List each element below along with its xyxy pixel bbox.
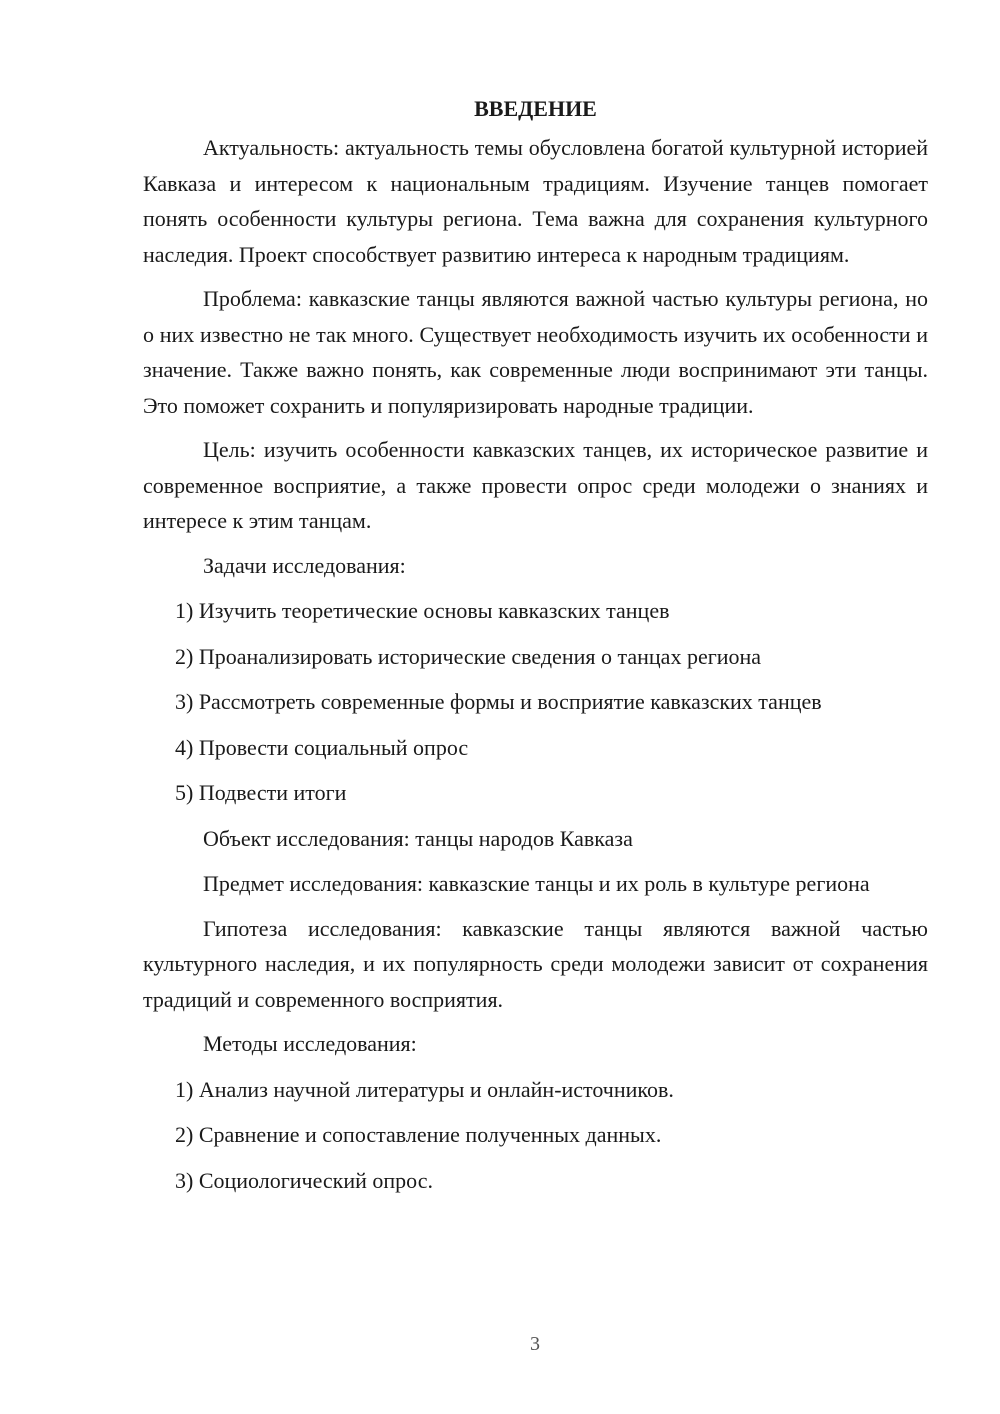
list-item: 5) Подвести итоги bbox=[175, 780, 347, 805]
tasks-list bbox=[143, 593, 928, 811]
goal-paragraph: Цель: изучить особенности кавказских танцев, их историческое развитие и современное восприятие, а также провести опрос среди молодежи о знаниях и интересе к этим танцам. bbox=[143, 437, 928, 533]
subject-paragraph: Предмет исследования: кавказские танцы и их роль в культуре региона bbox=[203, 871, 870, 896]
hypothesis-paragraph: Гипотеза исследования: кавказские танцы являются важной частью культурного наследия, и их популярность среди молодежи зависит от сохранения традиций и современного восприятия. bbox=[143, 915, 928, 1012]
list-item: 2) Сравнение и сопоставление полученных данных. bbox=[175, 1122, 662, 1147]
page-title: ВВЕДЕНИЕ bbox=[474, 96, 597, 121]
list-item: 1) Анализ научной литературы и онлайн-источников. bbox=[175, 1076, 674, 1102]
list-item: 1) Изучить теоретические основы кавказских танцев bbox=[175, 598, 670, 623]
relevance-paragraph: Актуальность: актуальность темы обусловлена богатой культурной историей Кавказа и интересом к национальным традициям. Изучение танцев помогает понять особенности культуры региона. Тема важна для сохранения культурного наследия. Проект способствует развитию интереса к народным традициям. bbox=[143, 135, 928, 267]
tasks-label: Задачи исследования: bbox=[203, 552, 406, 578]
page-number: 3 bbox=[530, 1333, 540, 1355]
list-item: 3) Социологический опрос. bbox=[175, 1167, 433, 1193]
list-item: 2) Проанализировать исторические сведения о танцах региона bbox=[175, 643, 762, 669]
list-item: 4) Провести социальный опрос bbox=[175, 734, 469, 760]
object-paragraph: Объект исследования: танцы народов Кавказа bbox=[203, 825, 633, 851]
document-page bbox=[143, 92, 928, 1208]
problem-paragraph: Проблема: кавказские танцы являются важной частью культуры региона, но о них известно не так много. Существует необходимость изучить их особенности и значение. Также важно понять, как современные люди воспринимают эти танцы. Это поможет сохранить и популяризировать народные традиции. bbox=[143, 286, 928, 418]
methods-label: Методы исследования: bbox=[203, 1031, 417, 1056]
list-item: 3) Рассмотреть современные формы и восприятие кавказских танцев bbox=[175, 689, 822, 714]
methods-list bbox=[143, 1072, 928, 1199]
